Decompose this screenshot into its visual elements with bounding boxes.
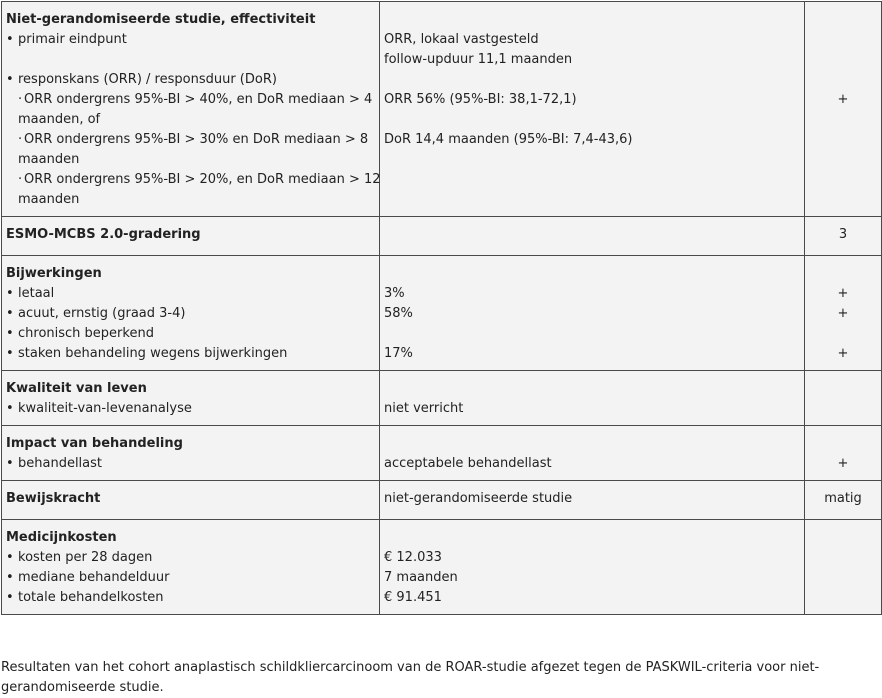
effectiviteit-value-cell bbox=[380, 2, 805, 217]
kwaliteit-criteria-cell bbox=[2, 371, 380, 426]
bijwerking-score bbox=[809, 324, 877, 344]
bijwerking-label: acuut, ernstig (graad 3-4) bbox=[18, 306, 186, 321]
impact-value-cell bbox=[380, 426, 805, 481]
kosten-score bbox=[809, 528, 877, 548]
table-row-bijwerkingen bbox=[2, 256, 882, 371]
table-row-impact bbox=[2, 426, 882, 481]
table-row-esmo bbox=[2, 217, 882, 256]
kwaliteit-value-cell bbox=[380, 371, 805, 426]
orr20-line1: · ORR ondergrens 95%-BI > 20%, en DoR mediaan > 12 bbox=[6, 170, 375, 190]
bewijskracht-title: Bewijskracht bbox=[6, 491, 101, 506]
bewijskracht-score-cell bbox=[805, 481, 882, 520]
orr-value: ORR 56% (95%-BI: 38,1-72,1) bbox=[384, 92, 577, 107]
esmo-value bbox=[384, 225, 800, 245]
bewijskracht-value-cell bbox=[380, 481, 805, 520]
bijwerking-value: 17% bbox=[384, 346, 413, 361]
impact-score: + bbox=[837, 456, 849, 471]
effectiviteit-title: Niet-gerandomiseerde studie, effectiviteit bbox=[6, 12, 316, 27]
response-label: responskans (ORR) / responsduur (DoR) bbox=[18, 72, 277, 87]
impact-title: Impact van behandeling bbox=[6, 436, 183, 451]
bijwerking-label: staken behandeling wegens bijwerkingen bbox=[18, 346, 288, 361]
esmo-title: ESMO-MCBS 2.0-gradering bbox=[6, 227, 201, 242]
orr30-line1: · ORR ondergrens 95%-BI > 30% en DoR mediaan > 8 bbox=[6, 130, 375, 150]
kosten-label: kosten per 28 dagen bbox=[18, 550, 153, 565]
table-row-medicijnkosten bbox=[2, 520, 882, 615]
kosten-value: 7 maanden bbox=[384, 570, 458, 585]
orr40-line1: · ORR ondergrens 95%-BI > 40%, en DoR mediaan > 4 bbox=[6, 90, 375, 110]
kosten-label: mediane behandelduur bbox=[18, 570, 170, 585]
paskwil-table bbox=[1, 1, 882, 615]
kosten-criteria-cell bbox=[2, 520, 380, 615]
orr20-line2: maanden bbox=[18, 192, 80, 207]
esmo-label-cell bbox=[2, 217, 380, 256]
bijwerking-value bbox=[384, 324, 800, 344]
bijwerking-score: + bbox=[837, 346, 849, 361]
primary-value-2: follow-upduur 11,1 maanden bbox=[384, 52, 573, 67]
bijwerking-label: chronisch beperkend bbox=[18, 326, 154, 341]
bijwerkingen-score-cell bbox=[805, 256, 882, 371]
effectiviteit-score-cell bbox=[805, 2, 882, 217]
bijwerking-value: 3% bbox=[384, 286, 405, 301]
kwaliteit-title: Kwaliteit van leven bbox=[6, 381, 147, 396]
kosten-value-cell bbox=[380, 520, 805, 615]
table-row-bewijskracht bbox=[2, 481, 882, 520]
table-caption: Resultaten van het cohort anaplastisch schildkliercarcinoom van de ROAR-studie afgezet tegen de PASKWIL-criteria voor niet-gerandomiseerde studie. bbox=[1, 660, 820, 695]
kosten-value: € 12.033 bbox=[384, 550, 442, 565]
bijwerking-score: + bbox=[837, 286, 849, 301]
bijwerkingen-criteria-cell bbox=[2, 256, 380, 371]
kwaliteit-score-cell bbox=[805, 371, 882, 426]
kosten-label: totale behandelkosten bbox=[18, 590, 164, 605]
impact-score-cell bbox=[805, 426, 882, 481]
bijwerking-label: letaal bbox=[18, 286, 55, 301]
primary-value-1: ORR, lokaal vastgesteld bbox=[384, 32, 539, 47]
bewijskracht-label-cell bbox=[2, 481, 380, 520]
kwaliteit-score bbox=[809, 399, 877, 419]
bijwerking-value: 58% bbox=[384, 306, 413, 321]
impact-value: acceptabele behandellast bbox=[384, 456, 552, 471]
kwaliteit-value: niet verricht bbox=[384, 401, 464, 416]
kwaliteit-label: kwaliteit-van-levenanalyse bbox=[18, 401, 192, 416]
effectiviteit-criteria-cell bbox=[2, 2, 380, 217]
bewijskracht-value: niet-gerandomiseerde studie bbox=[384, 491, 573, 506]
primary-endpoint-label: primair eindpunt bbox=[18, 32, 127, 47]
impact-criteria-cell bbox=[2, 426, 380, 481]
bewijskracht-score: matig bbox=[824, 491, 862, 506]
esmo-value-cell bbox=[380, 217, 805, 256]
bijwerkingen-title: Bijwerkingen bbox=[6, 266, 102, 281]
esmo-score: 3 bbox=[838, 227, 848, 242]
kosten-value: € 91.451 bbox=[384, 590, 442, 605]
effectiviteit-score: + bbox=[837, 92, 849, 107]
bijwerking-score: + bbox=[837, 306, 849, 321]
impact-label: behandellast bbox=[18, 456, 103, 471]
esmo-score-cell bbox=[805, 217, 882, 256]
orr30-line2: maanden bbox=[18, 152, 80, 167]
kosten-title: Medicijnkosten bbox=[6, 530, 117, 545]
kosten-score-cell bbox=[805, 520, 882, 615]
bijwerkingen-value-cell bbox=[380, 256, 805, 371]
dor-value: DoR 14,4 maanden (95%-BI: 7,4-43,6) bbox=[384, 132, 633, 147]
table-row-kwaliteit bbox=[2, 371, 882, 426]
orr40-line2: maanden, of bbox=[18, 112, 101, 127]
table-row-effectiviteit bbox=[2, 2, 882, 217]
